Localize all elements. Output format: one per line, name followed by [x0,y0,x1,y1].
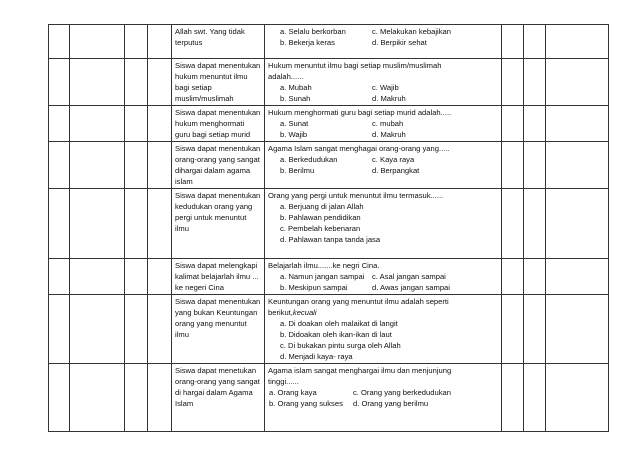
answer-option-row [268,129,498,140]
answer-option-row [268,271,498,282]
answer-option-row [268,37,498,48]
answer-option: d. Orang yang berilmu [353,399,429,408]
table-cell [546,189,609,259]
table-cell [546,142,609,189]
table-cell [524,189,546,259]
table-cell [546,106,609,142]
table-cell [125,106,148,142]
answer-option: d. Pahlawan tanpa tanda jasa [280,235,381,244]
question-line: Orang yang pergi untuk menuntut ilmu termasuk...... [268,191,444,200]
table-cell [125,295,148,364]
question-cell [265,106,502,142]
table-cell [70,259,125,295]
objective-cell [172,295,265,364]
objective-line: orang yang menuntut [175,319,247,328]
table-row [49,142,609,189]
question-line: tinggi...... [268,377,299,386]
table-cell [502,259,524,295]
answer-option: b. Bekerja keras [280,38,335,47]
answer-option: c. Di bukakan pintu surga oleh Allah [280,341,401,350]
table-cell [546,364,609,432]
objective-line: ke negeri Cina [175,283,224,292]
answer-option: d. Berpangkat [372,166,420,175]
table-cell [502,25,524,59]
objective-cell [172,259,265,295]
objective-line: kalimat belajarlah ilmu ... [175,272,259,281]
objective-line: kedudukan orang yang [175,202,253,211]
objective-line: Siswa dapat menentukan [175,191,261,200]
grid-body [49,25,609,432]
objective-line: islam [175,177,193,186]
question-line: adalah...... [268,72,304,81]
table-cell [524,364,546,432]
answer-option: a. Namun jangan sampai [280,272,365,281]
table-cell [70,142,125,189]
table-cell [70,106,125,142]
table-row [49,295,609,364]
objective-line: Islam [175,399,194,408]
objective-line: Siswa dapat melengkapi [175,261,258,270]
table-cell [546,25,609,59]
answer-option: c. Orang yang berkedudukan [353,388,451,397]
objective-line: Siswa dapat menentukan [175,61,261,70]
objective-line: ilmu [175,330,189,339]
question-text: berikut, [268,308,293,317]
answer-option: c. mubah [372,119,404,128]
answer-option: c. Pembelah kebenaran [280,224,361,233]
objective-line: yang bukan Keuntungan [175,308,258,317]
objective-line: terputus [175,38,203,47]
answer-option: c. Asal jangan sampai [372,272,446,281]
objective-line: Siswa dapat menentukan [175,108,261,117]
table-cell [502,189,524,259]
table-cell [148,59,172,106]
question-cell [265,25,502,59]
objective-line: Allah swt. Yang tidak [175,27,245,36]
answer-option-row [268,118,498,129]
table-cell [148,25,172,59]
table-cell [70,295,125,364]
table-cell [148,106,172,142]
table-cell [524,259,546,295]
table-row [49,189,609,259]
table-cell [148,295,172,364]
answer-option-row [268,165,498,176]
answer-option: a. Berkedudukan [280,155,338,164]
answer-option-row [268,282,498,293]
objective-cell [172,142,265,189]
table-cell [502,59,524,106]
objective-cell [172,364,265,432]
objective-line: orang-orang yang sangat [175,155,260,164]
question-cell [265,295,502,364]
answer-option: d. Menjadi kaya- raya [280,352,353,361]
question-line: Keuntungan orang yang menuntut ilmu adalah seperti [268,297,449,306]
table-cell [148,364,172,432]
objective-line: hukum menuntut ilmu [175,72,248,81]
answer-option: b. Wajib [280,130,308,139]
answer-option-row [268,93,498,104]
table-cell [524,25,546,59]
answer-option: b. Berilmu [280,166,315,175]
table-cell [70,25,125,59]
question-cell [265,259,502,295]
answer-option-row [268,398,498,409]
objective-cell [172,189,265,259]
answer-option: c. Melakukan kebajikan [372,27,451,36]
table-cell [49,364,70,432]
table-cell [502,142,524,189]
objective-line: ilmu [175,224,189,233]
answer-option: a. Selalu berkorban [280,27,346,36]
objective-line: Siswa dapat menentukan [175,144,261,153]
table-cell [125,142,148,189]
table-cell [125,59,148,106]
answer-option: d. Makruh [372,94,406,103]
objective-line: pergi untuk menuntut [175,213,247,222]
answer-option: b. Pahlawan pendidikan [280,213,361,222]
table-cell [125,364,148,432]
question-line: Hukum menghormati guru bagi setiap murid adalah..... [268,108,452,117]
table-cell [524,295,546,364]
table-cell [546,59,609,106]
question-line [268,307,498,318]
question-emphasis: kecuali [292,308,317,317]
question-line: Agama islam sangat menghargai ilmu dan menjunjung [268,366,452,375]
question-line: Hukum menuntut ilmu bagi setiap muslim/muslimah [268,61,442,70]
table-cell [49,189,70,259]
table-cell [49,259,70,295]
answer-option: a. Orang kaya [269,388,317,397]
question-cell [265,142,502,189]
question-grid-table [48,24,609,432]
objective-line: bagi setiap [175,83,212,92]
answer-option: a. Berjuang di jalan Allah [280,202,364,211]
table-cell [49,142,70,189]
table-cell [546,295,609,364]
question-line: Belajarlah ilmu.......ke negri Cina. [268,261,380,270]
objective-line: di hargai dalam Agama [175,388,253,397]
table-cell [148,259,172,295]
answer-option: d. Berpikir sehat [372,38,427,47]
table-cell [70,59,125,106]
table-cell [49,295,70,364]
answer-option: a. Mubah [280,83,312,92]
answer-option: a. Di doakan oleh malaikat di langit [280,319,398,328]
table-cell [502,106,524,142]
table-row [49,25,609,59]
objective-line: orang-orang yang sangat [175,377,260,386]
table-row [49,259,609,295]
answer-option-row [268,387,498,398]
objective-line: muslim/muslimah [175,94,234,103]
table-cell [125,25,148,59]
table-cell [125,189,148,259]
answer-option: d. Makruh [372,130,406,139]
answer-option-row [268,154,498,165]
table-row [49,59,609,106]
table-cell [70,189,125,259]
objective-line: Siswa dapat menentukan [175,297,261,306]
table-cell [70,364,125,432]
table-row [49,106,609,142]
answer-option: b. Didoakan oleh ikan-ikan di laut [280,330,392,339]
answer-option: b. Orang yang sukses [269,399,343,408]
question-cell [265,59,502,106]
objective-line: guru bagi setiap murid [175,130,251,139]
table-cell [148,189,172,259]
objective-line: Siswa dapat menetukan [175,366,257,375]
question-line: Agama Islam sangat menghagai orang-orang yang..... [268,144,450,153]
table-cell [125,259,148,295]
question-cell [265,189,502,259]
objective-cell [172,25,265,59]
answer-option: c. Kaya raya [372,155,415,164]
table-cell [49,106,70,142]
table-cell [524,106,546,142]
table-cell [524,142,546,189]
objective-cell [172,59,265,106]
answer-option-row [268,26,498,37]
answer-option: b. Meskipun sampai [280,283,348,292]
table-cell [49,59,70,106]
answer-option: c. Wajib [372,83,399,92]
question-cell [265,364,502,432]
answer-option: a. Sunat [280,119,309,128]
table-cell [49,25,70,59]
objective-line: hukum menghormati [175,119,245,128]
table-cell [148,142,172,189]
table-cell [546,259,609,295]
answer-option: b. Sunah [280,94,311,103]
objective-cell [172,106,265,142]
answer-option: d. Awas jangan sampai [372,283,450,292]
table-row [49,364,609,432]
table-cell [502,364,524,432]
objective-line: dihargai dalam agama [175,166,251,175]
table-cell [524,59,546,106]
table-cell [502,295,524,364]
answer-option-row [268,82,498,93]
